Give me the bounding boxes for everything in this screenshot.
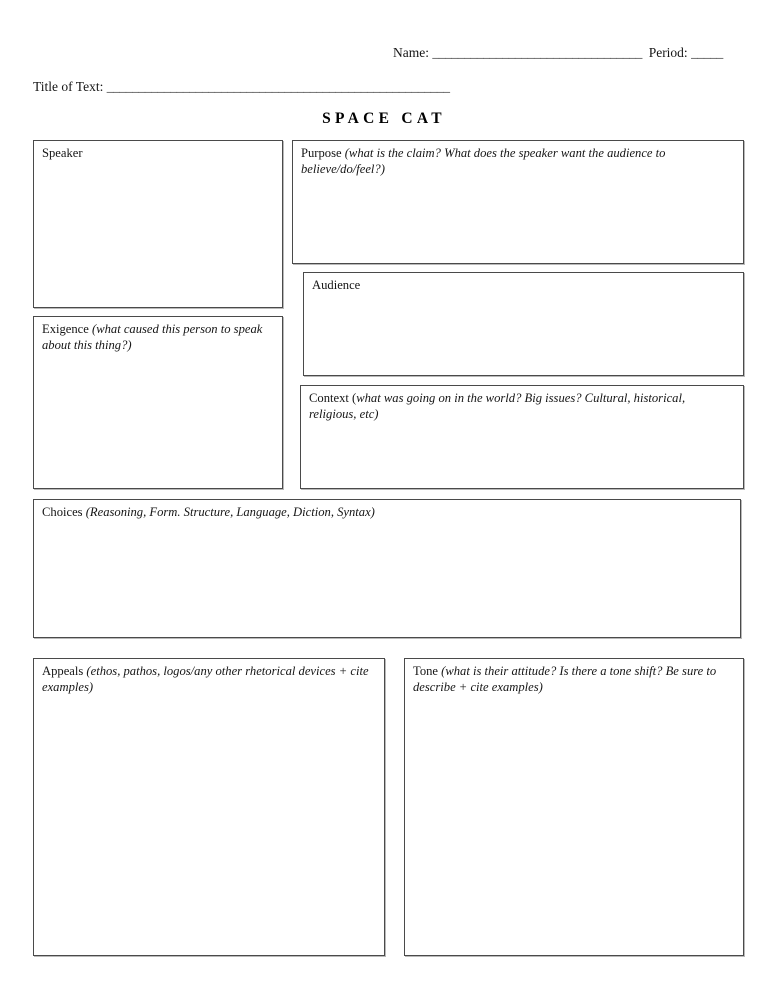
appeals-label: Appeals (ethos, pathos, logos/any other rhetorical devices + cite examples) [42,664,369,694]
purpose-box[interactable] [292,140,744,264]
name-period-line [393,45,723,61]
exigence-label: Exigence (what caused this person to speak about this thing?) [42,322,263,352]
name-blank-field[interactable]: _________________________________ [432,45,642,60]
appeals-box[interactable] [33,658,385,956]
context-label: Context (what was going on in the world? Big issues? Cultural, historical, religious, etc) [309,391,686,421]
choices-box[interactable] [33,499,741,638]
purpose-label: Purpose (what is the claim? What does the speaker want the audience to believe/do/feel?) [301,146,666,176]
page-title: SPACE CAT [322,110,446,127]
tone-box[interactable] [404,658,744,956]
tone-label: Tone (what is their attitude? Is there a tone shift? Be sure to describe + cite examples) [413,664,717,694]
speaker-label: Speaker [42,146,83,160]
context-box[interactable] [300,385,744,489]
choices-label: Choices (Reasoning, Form. Structure, Language, Diction, Syntax) [42,505,375,519]
period-blank-field[interactable]: _____ [691,45,723,60]
audience-label: Audience [312,278,361,292]
name-label: Name: [393,45,429,60]
audience-box[interactable] [303,272,744,376]
title-of-text-blank-field[interactable]: ______________________________________________________ [106,79,450,94]
title-of-text-line [33,79,450,95]
title-of-text-label: Title of Text: [33,79,104,94]
exigence-box[interactable] [33,316,283,489]
speaker-box[interactable] [33,140,283,308]
period-label: Period: [648,45,688,60]
